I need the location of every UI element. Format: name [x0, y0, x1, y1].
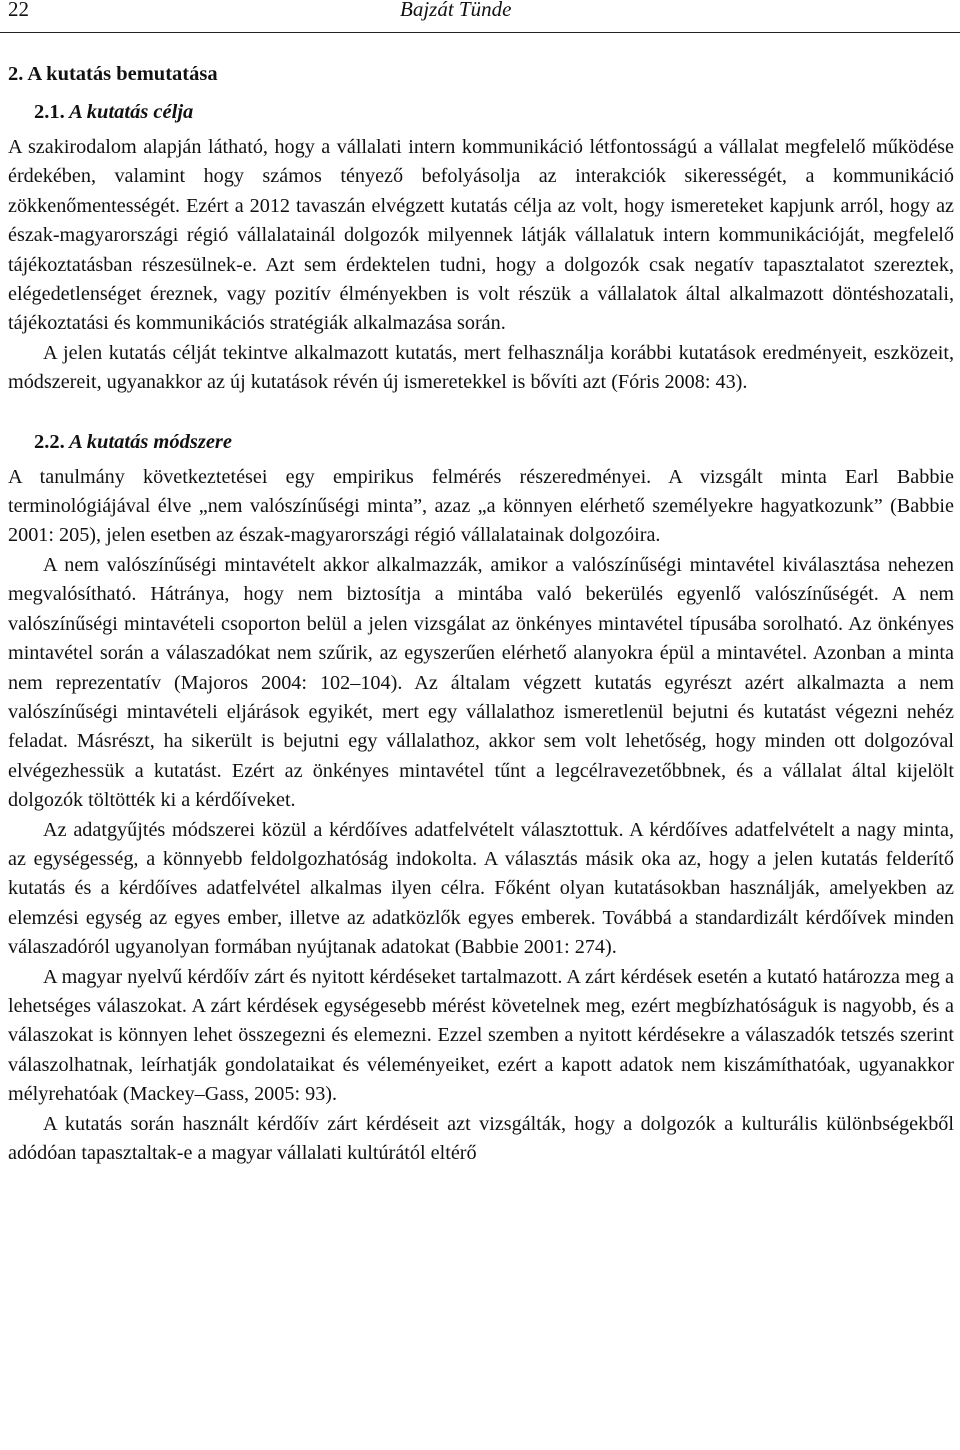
subsection-body-method	[8, 463, 954, 1169]
paragraph: Az adatgyűjtés módszerei közül a kérdőíves adatfelvételt választottuk. A kérdőíves adatfelvételt a nagy minta, az egységesség, a könnyebb feldolgozhatóság indokolta. A választás másik oka az, hogy a jelen kutatás felderítő kutatás és a kérdőíves adatfelvétel alkalmas ilyen célra. Főként olyan kutatásokban használják, amelyekben az elemzési egység az egyes ember, illetve az adatközlők egyes emberek. Továbbá a standardizált kérdőívek minden válaszadóról ugyanolyan formában nyújtanak adatokat (Babbie 2001: 274).	[8, 818, 954, 959]
subsection-heading-method	[34, 428, 954, 456]
running-head: Bajzát Tünde	[400, 0, 512, 21]
subsection-number: 2.2.	[34, 430, 65, 453]
paragraph: A jelen kutatás célját tekintve alkalmazott kutatás, mert felhasználja korábbi kutatások eredményeit, eszközeit, módszereit, ugyanakkor az új kutatások révén új ismeretekkel is bővíti azt (Fóris 2008: 43).	[8, 341, 954, 394]
paragraph: A tanulmány következtetései egy empirikus felmérés részeredményei. A vizsgált minta Earl Babbie terminológiájával élve „nem valószínűségi minta”, azaz „a könnyen elérhető személyekre hagyatkozunk” (Babbie 2001: 205), jelen esetben az észak-magyarországi régió vállalatainak dolgozóira.	[8, 465, 954, 547]
section-heading: 2. A kutatás bemutatása	[8, 63, 218, 85]
paragraph: A szakirodalom alapján látható, hogy a vállalati intern kommunikáció létfontosságú a vállalat megfelelő működése érdekében, valamint hogy számos tényező befolyásolja az interakciók sikerességét, a kommunikáció zökkenőmentességét. Ezért a 2012 tavaszán elvégzett kutatás célja az volt, hogy ismereteket kapjunk arról, hogy az észak-magyarországi régió vállalatainál dolgozók milyennek látják vállalatuk intern kommunikációját, megfelelő tájékoztatásban részesülnek-e. Azt sem érdektelen tudni, hogy a dolgozók csak negatív tapasztalatot szereztek, elégedetlenséget éreznek, vagy pozitív élményekben is volt részük a vállalatok által alkalmazott döntéshozatali, tájékoztatási és kommunikációs stratégiák alkalmazása során.	[8, 136, 954, 335]
subsection-title: A kutatás célja	[69, 101, 194, 123]
subsection-heading-aim	[34, 98, 954, 126]
page-number: 22	[8, 0, 29, 21]
page-content	[8, 60, 954, 1168]
page-header	[0, 0, 960, 33]
paragraph: A magyar nyelvű kérdőív zárt és nyitott kérdéseket tartalmazott. A zárt kérdések esetén a kutató határozza meg a lehetséges válaszokat. A zárt kérdések egységesebb mérést követelnek meg, ezért megbízhatóságuk is nagyobb, és a válaszokat is könnyen lehet összegezni és elemezni. Ezzel szemben a nyitott kérdésekre a válaszadók tetszés szerint válaszolhatnak, leírhatják gondolataikat és véleményeiket, ezért a kapott adatok nem kiszámíthatóak, ugyanakkor mélyrehatóak (Mackey–Gass, 2005: 93).	[8, 965, 954, 1106]
subsection-body-aim	[8, 133, 954, 398]
subsection-number: 2.1.	[34, 101, 65, 123]
subsection-title: A kutatás módszere	[69, 430, 233, 453]
paragraph: A kutatás során használt kérdőív zárt kérdéseit azt vizsgálták, hogy a dolgozók a kulturális különbségekből adódóan tapasztaltak-e a magyar vállalati kultúrától eltérő	[8, 1112, 954, 1164]
paragraph: A nem valószínűségi mintavételt akkor alkalmazzák, amikor a valószínűségi mintavétel kiválasztása nehezen megvalósítható. Hátránya, hogy nem biztosítja a mintába való bekerülés egyenlő valószínűségét. A nem valószínűségi mintavételi csoporton belül a jelen vizsgálat az önkényes mintavétel típusába sorolható. Az önkényes mintavétel során a válaszadókat nem szűrik, az egyszerűen elérhető alanyokra épül a mintavétel. Azonban a minta nem reprezentatív (Majoros 2004: 102–104). Az általam végzett kutatás egyrészt azért alkalmazta a nem valószínűségi mintavételi eljárások egyikét, mert egy vállalathoz ismeretlenül bejutni és kutatást végezni nehéz feladat. Másrészt, ha sikerült is bejutni egy vállalathoz, akkor sem volt lehetőség, hogy minden ott dolgozóval elvégezhessük a kutatást. Ezért az önkényes mintavétel tűnt a legcélravezetőbbnek, és a vállalat által kijelölt dolgozók töltötték ki a kérdőíveket.	[8, 553, 954, 812]
